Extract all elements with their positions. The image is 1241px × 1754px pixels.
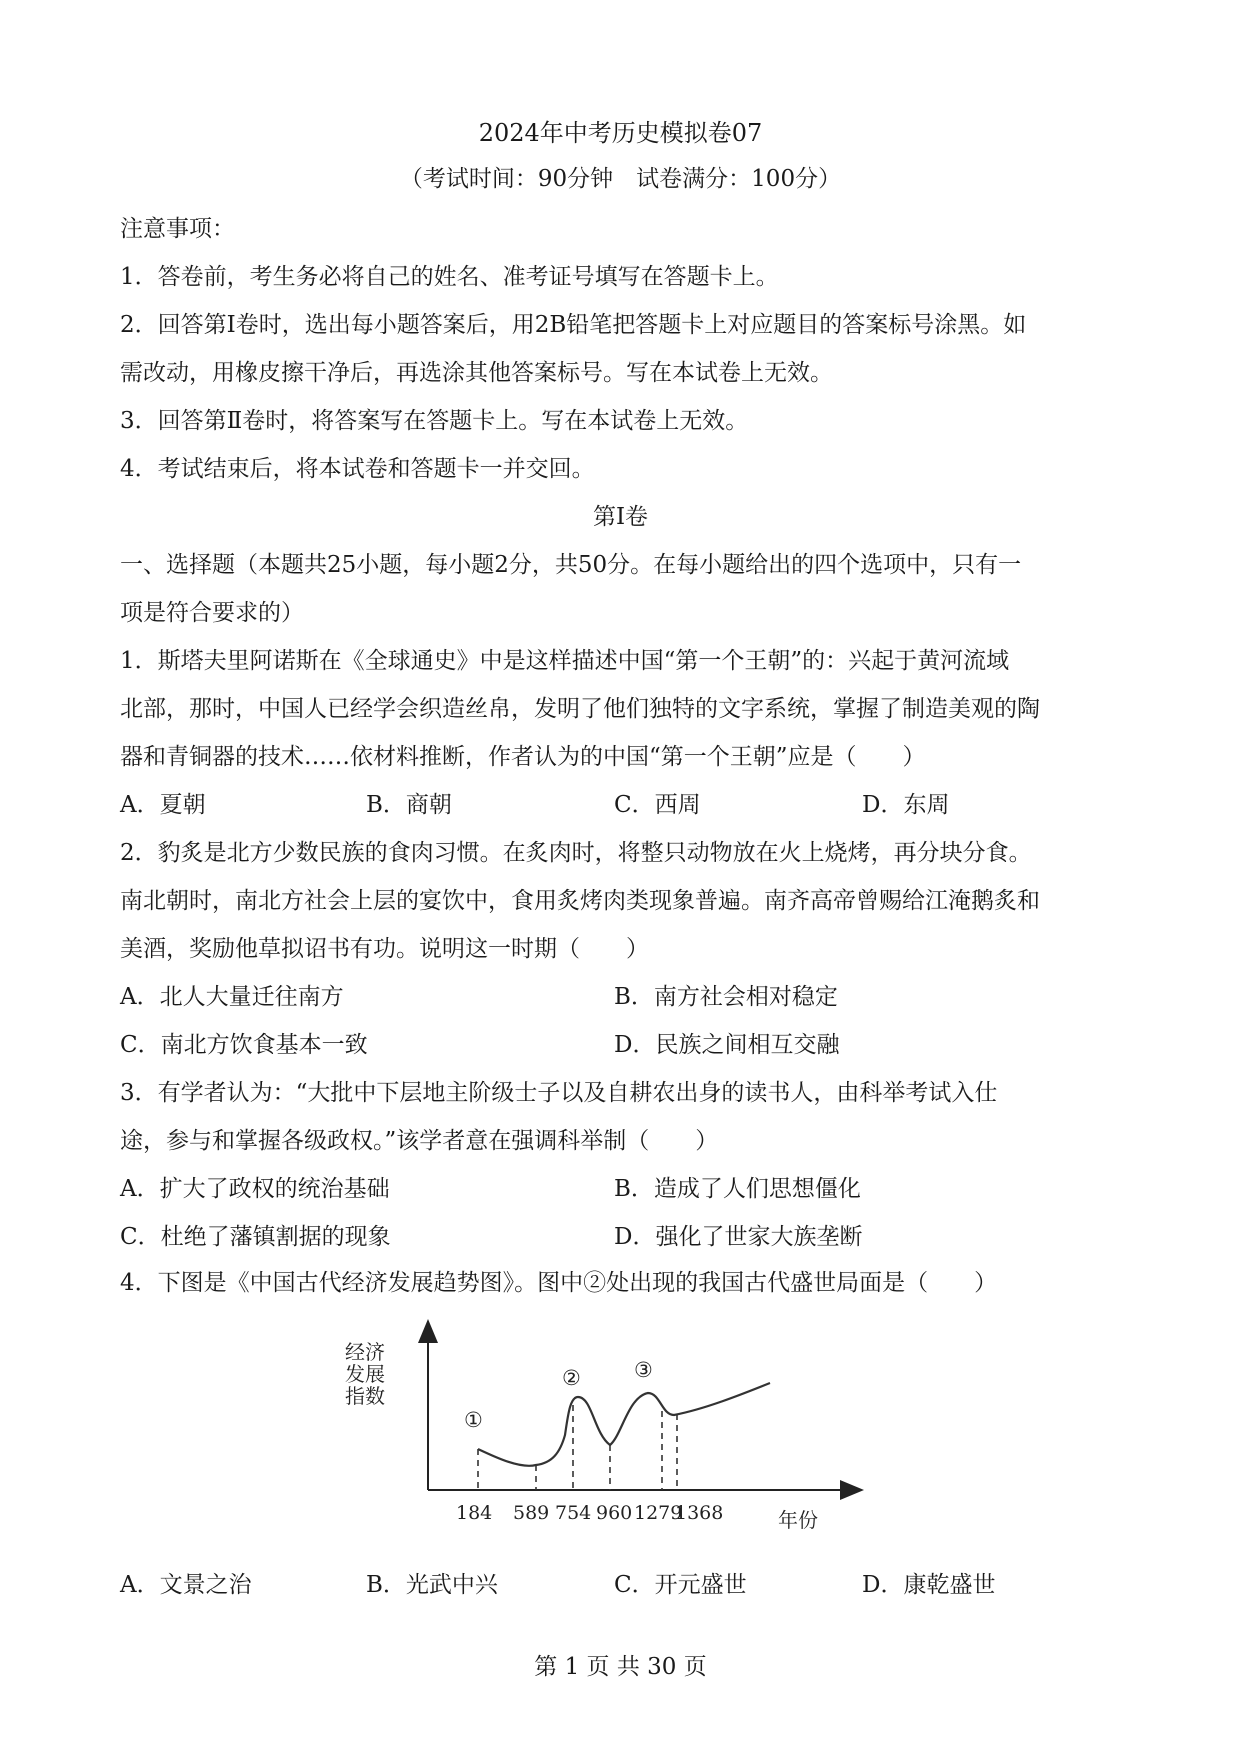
question-1-option-a[interactable]: A．夏朝 <box>120 792 206 818</box>
question-3-text: 途，参与和掌握各级政权。”该学者意在强调科举制（ ） <box>120 1128 719 1154</box>
question-3-option-b[interactable]: B．造成了人们思想僵化 <box>614 1176 861 1202</box>
question-1-option-d[interactable]: D．东周 <box>862 792 950 818</box>
question-2-option-c[interactable]: C．南北方饮食基本一致 <box>120 1032 368 1058</box>
note-item: 需改动，用橡皮擦干净后，再选涂其他答案标号。写在本试卷上无效。 <box>120 360 833 386</box>
tick-drop-lines <box>478 1405 677 1490</box>
question-3-text: 3．有学者认为：“大批中下层地主阶级士子以及自耕农出身的读书人，由科举考试入仕 <box>120 1080 998 1106</box>
section-intro: 一、选择题（本题共25小题，每小题2分，共50分。在每小题给出的四个选项中，只有一 <box>120 552 1022 578</box>
question-3-option-d[interactable]: D．强化了世家大族垄断 <box>614 1224 863 1250</box>
marker-1: ① <box>464 1408 483 1432</box>
question-4-option-b[interactable]: B．光武中兴 <box>366 1572 498 1598</box>
x-tick-label: 960 <box>596 1502 633 1524</box>
question-4-option-c[interactable]: C．开元盛世 <box>614 1572 747 1598</box>
trend-line <box>478 1383 770 1466</box>
question-2-option-a[interactable]: A．北人大量迁往南方 <box>120 984 344 1010</box>
marker-2: ② <box>562 1366 581 1390</box>
page-footer: 第 1 页 共 30 页 <box>534 1654 707 1680</box>
question-4-option-d[interactable]: D．康乾盛世 <box>862 1572 996 1598</box>
exam-subtitle: （考试时间：90分钟 试卷满分：100分） <box>399 166 842 192</box>
economic-trend-chart <box>345 1315 880 1550</box>
question-4-text: 4．下图是《中国古代经济发展趋势图》。图中②处出现的我国古代盛世局面是（ ） <box>120 1270 998 1296</box>
notes-heading: 注意事项： <box>120 216 235 242</box>
note-item: 4．考试结束后，将本试卷和答题卡一并交回。 <box>120 456 595 482</box>
question-3-option-a[interactable]: A．扩大了政权的统治基础 <box>120 1176 390 1202</box>
x-tick-label: 184 <box>456 1502 493 1524</box>
question-2-text: 美酒，奖励他草拟诏书有功。说明这一时期（ ） <box>120 936 649 962</box>
question-1-option-c[interactable]: C．西周 <box>614 792 701 818</box>
question-2-text: 南北朝时，南北方社会上层的宴饮中，食用炙烤肉类现象普遍。南齐高帝曾赐给江淹鹅炙和 <box>120 888 1040 914</box>
note-item: 3．回答第Ⅱ卷时，将答案写在答题卡上。写在本试卷上无效。 <box>120 408 749 434</box>
x-tick-label: 1279 <box>634 1502 683 1524</box>
question-1-text: 北部，那时，中国人已经学会织造丝帛，发明了他们独特的文字系统，掌握了制造美观的陶 <box>120 696 1040 722</box>
x-axis-label: 年份 <box>778 1508 818 1532</box>
question-2-option-d[interactable]: D．民族之间相互交融 <box>614 1032 840 1058</box>
question-3-option-c[interactable]: C．杜绝了藩镇割据的现象 <box>120 1224 391 1250</box>
x-tick-label: 589 <box>513 1502 550 1524</box>
note-item: 2．回答第Ⅰ卷时，选出每小题答案后，用2B铅笔把答题卡上对应题目的答案标号涂黑。如 <box>120 312 1027 338</box>
note-item: 1．答卷前，考生务必将自己的姓名、准考证号填写在答题卡上。 <box>120 264 779 290</box>
x-tick-label: 754 <box>555 1502 592 1524</box>
marker-3: ③ <box>634 1358 653 1382</box>
question-2-text: 2．豹炙是北方少数民族的食肉习惯。在炙肉时，将整只动物放在火上烧烤，再分块分食。 <box>120 840 1032 866</box>
question-2-option-b[interactable]: B．南方社会相对稳定 <box>614 984 838 1010</box>
question-4-option-a[interactable]: A．文景之治 <box>120 1572 252 1598</box>
question-1-text: 1．斯塔夫里阿诺斯在《全球通史》中是这样描述中国“第一个王朝”的：兴起于黄河流域 <box>120 648 1010 674</box>
section-intro: 项是符合要求的） <box>120 600 304 626</box>
x-tick-label: 1368 <box>675 1502 724 1524</box>
y-axis-label: 经济 发展 指数 <box>345 1340 385 1408</box>
question-1-option-b[interactable]: B．商朝 <box>366 792 452 818</box>
volume-heading: 第Ⅰ卷 <box>592 504 649 530</box>
exam-title: 2024年中考历史模拟卷07 <box>478 119 763 147</box>
question-1-text: 器和青铜器的技术……依材料推断，作者认为的中国“第一个王朝”应是（ ） <box>120 744 926 770</box>
